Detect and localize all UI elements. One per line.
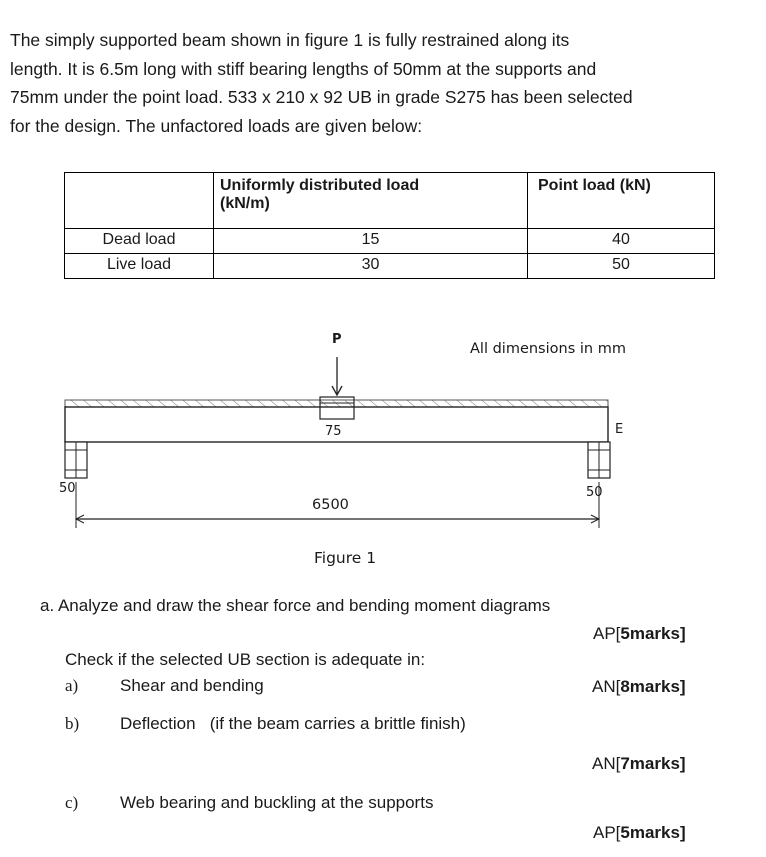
item-number: b)	[65, 714, 80, 733]
bearing-75-label: 75	[325, 424, 342, 439]
dimensions-note: All dimensions in mm	[470, 341, 626, 357]
table-header-row	[65, 173, 715, 229]
marks-value: 5marks]	[620, 624, 686, 643]
intro-line: 75mm under the point load. 533 x 210 x 92 UB in grade S275 has been selected	[10, 87, 633, 108]
question-a-marks	[593, 624, 686, 644]
right-support-icon	[588, 442, 610, 478]
row-label: Dead load	[65, 229, 214, 254]
table-row	[65, 229, 715, 254]
row-udl: 30	[214, 254, 528, 279]
table-header-point: Point load (kN)	[528, 173, 715, 229]
left-support-icon	[65, 442, 87, 478]
intro-line: for the design. The unfactored loads are given below:	[10, 115, 423, 136]
item-marks	[592, 754, 686, 774]
udl-header-unit: (kN/m)	[220, 195, 270, 212]
intro-line: The simply supported beam shown in figure 1 is fully restrained along its	[10, 30, 570, 50]
intro-line: length. It is 6.5m long with stiff bearing lengths of 50mm at the supports and	[10, 58, 597, 79]
marks-prefix: AN[	[592, 677, 621, 696]
udl-header-text: Uniformly distributed load	[220, 177, 420, 194]
row-point: 40	[528, 229, 715, 254]
intro-paragraph	[10, 26, 755, 140]
point-load-label: P	[332, 332, 342, 347]
left-bearing-label: 50	[59, 481, 76, 496]
item-text: Shear and bending	[120, 676, 264, 695]
marks-value: 7marks]	[620, 754, 686, 773]
figure-caption: Figure 1	[314, 549, 377, 567]
item-text: Web bearing and buckling at the supports	[120, 793, 434, 812]
marks-prefix: AP[	[593, 823, 621, 842]
marks-prefix: AN[	[592, 754, 621, 773]
table-header-udl	[214, 173, 528, 229]
marks-value: 5marks]	[620, 823, 686, 842]
beam-figure	[0, 320, 766, 580]
marks-value: 8marks]	[620, 677, 686, 696]
item-number: c)	[65, 793, 79, 812]
item-text: Deflection (if the beam carries a brittle finish)	[120, 714, 466, 733]
span-label: 6500	[312, 497, 349, 513]
check-intro: Check if the selected UB section is adequate in:	[65, 650, 426, 669]
row-label: Live load	[65, 254, 214, 279]
right-bearing-label: 50	[586, 485, 603, 500]
table-row	[65, 254, 715, 279]
row-udl: 15	[214, 229, 528, 254]
marks-prefix: AP[	[593, 624, 621, 643]
item-marks	[593, 823, 686, 843]
question-a: a. Analyze and draw the shear force and bending moment diagrams	[40, 596, 551, 615]
end-label: E	[615, 422, 624, 437]
item-number: a)	[65, 676, 79, 695]
load-table	[64, 172, 715, 279]
row-point: 50	[528, 254, 715, 279]
table-header-empty	[65, 173, 214, 229]
item-marks	[592, 677, 686, 697]
